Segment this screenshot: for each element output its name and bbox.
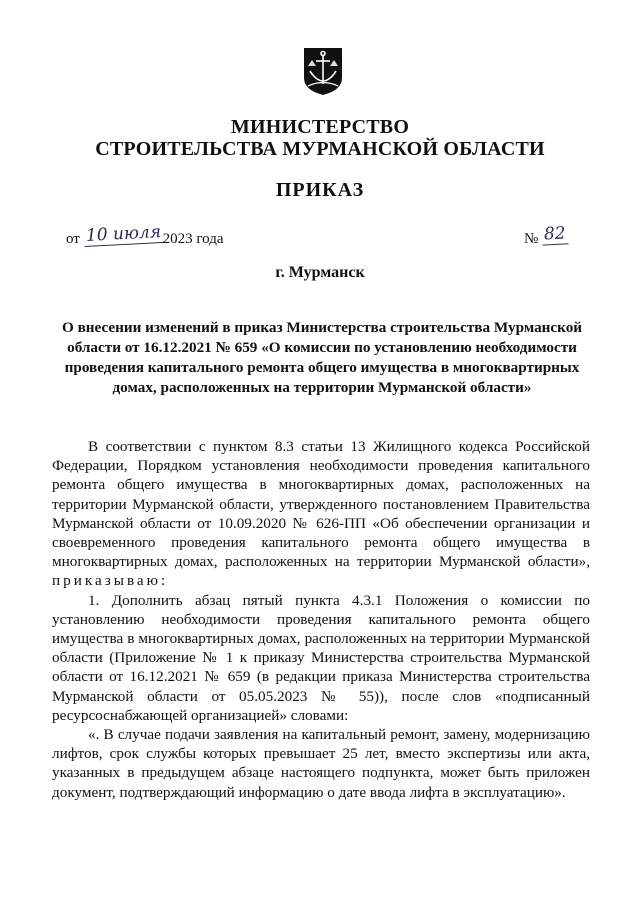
ministry-name-line2: СТРОИТЕЛЬСТВА МУРМАНСКОЙ ОБЛАСТИ [95,138,545,160]
body-paragraph-quote: «. В случае подачи заявления на капитальный ремонт, замену, модернизацию лифтов, срок службы которых превышает 25 лет, вместо экспертизы или акта, указанных в предыдущем абзаце настоящего подпункта, может быть приложен документ, подтверждающий информацию о дате ввода лифта в эксплуатацию». [52,726,590,801]
preamble-text: В соответствии с пунктом 8.3 статьи 13 Жилищного кодекса Российской Федерации, Порядком установления необходимости проведения капитального ремонта общего имущества в многоквартирных домах, расположенных на территории Мурманской области, утвержденного постановлением Правительства Мурманской области от 10.09.2020 № 626-ПП «Об обеспечении организации и своевременного проведения капитального ремонта общего имущества в многоквартирных домах, расположенных на территории Мурманской области», [52,438,590,571]
date-suffix: 2023 года [162,231,224,247]
number-prefix: № [524,231,539,247]
order-word: приказываю: [52,572,169,590]
date-prefix: от [66,231,80,247]
body-paragraph-preamble [52,437,590,591]
date-line [66,222,224,249]
handwritten-date: 10 июля [83,222,163,247]
coat-of-arms-icon [302,46,344,96]
city-line: г. Мурманск [275,264,365,281]
number-line [524,223,568,249]
order-subject: О внесении изменений в приказ Министерства строительства Мурманской области от 16.12.2021 № 659 «О комиссии по установлению необходимости проведения капитального ремонта общего имущества в многоквартирных домах, расположенных на территории Мурманской области» [61,319,583,396]
ministry-name-line1: МИНИСТЕРСТВО [230,116,410,138]
order-body [52,437,590,802]
body-paragraph-item-1: 1. Дополнить абзац пятый пункта 4.3.1 Положения о комиссии по установлению необходимости проведения капитального ремонта общего имущества в многоквартирных домах, расположенных на территории Мурманской области (Приложение № 1 к приказу Министерства строительства Мурманской области от 16.12.2021 № 659 (в редакции приказа Министерства строительства Мурманской области от 05.05.2023 № 55)), после слов «подписанный ресурсоснабжающей организацией» словами: [52,591,590,724]
handwritten-number: 82 [542,223,569,245]
document-type-title: ПРИКАЗ [275,179,365,201]
